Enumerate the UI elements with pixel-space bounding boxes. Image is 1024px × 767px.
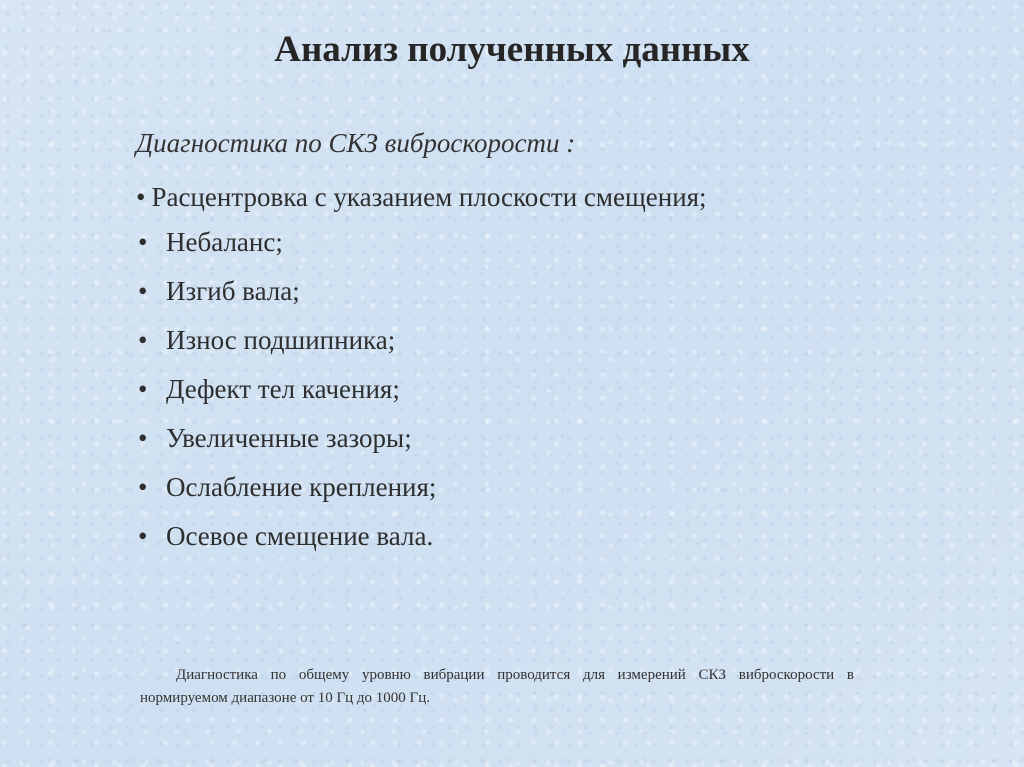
bullet-marker: • [138, 374, 148, 404]
footnote: Диагностика по общему уровню вибрации проводится для измерений СКЗ виброскорости в нормируемом диапазоне от 10 Гц до 1000 Гц. [140, 667, 854, 706]
bullet-item [136, 469, 854, 505]
bullet-text: Расцентровка с указанием плоскости смещения; [151, 182, 707, 212]
bullet-text: Увеличенные зазоры; [166, 423, 412, 453]
bullet-item [136, 178, 854, 216]
bullet-item [136, 273, 854, 309]
bullet-marker: • [138, 521, 148, 551]
bullet-text: Ослабление крепления; [166, 472, 437, 502]
bullet-text: Износ подшипника; [166, 325, 396, 355]
bullet-marker: • [138, 227, 148, 257]
bullet-item [136, 224, 854, 260]
bullet-marker: • [138, 472, 148, 502]
bullet-text: Осевое смещение вала. [166, 521, 434, 551]
bullet-text: Дефект тел качения; [166, 374, 400, 404]
bullet-item [136, 420, 854, 456]
bullet-item [136, 322, 854, 358]
bullet-item [136, 371, 854, 407]
bullet-text: Изгиб вала; [166, 276, 300, 306]
slide-subtitle: Диагностика по СКЗ виброскорости : [136, 128, 576, 158]
bullet-marker: • [138, 423, 148, 453]
bullet-text: Небаланс; [166, 227, 283, 257]
bullet-item [136, 518, 854, 554]
slide-title: Анализ полученных данных [274, 29, 750, 70]
bullet-marker: • [138, 276, 148, 306]
bullet-list [136, 178, 854, 567]
bullet-marker: • [136, 182, 146, 212]
bullet-marker: • [138, 325, 148, 355]
